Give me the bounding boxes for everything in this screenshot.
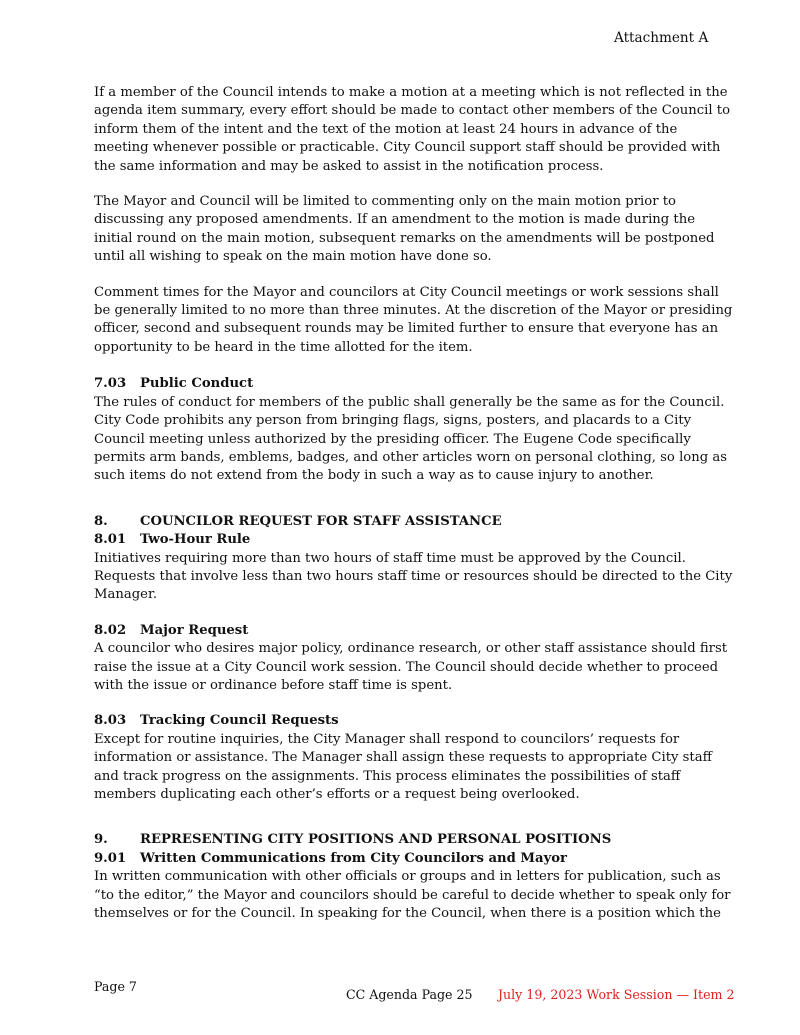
- chapter-heading: [94, 513, 734, 531]
- section-number: 8.01: [94, 532, 127, 548]
- paragraph-main-motion: The Mayor and Council will be limited to commenting only on the main motion prior to discussing any proposed amendments. If an amendment to the motion is made during the initial round on the main motion, subsequent remarks on the amendments will be postponed until all wishing to speak on the main motion have done so.: [94, 194, 715, 265]
- section-number: 8.03: [94, 713, 127, 729]
- section-heading: [94, 531, 734, 549]
- chapter-title: REPRESENTING CITY POSITIONS AND PERSONAL POSITIONS: [140, 832, 612, 848]
- footer-page-number: Page 7: [94, 979, 137, 994]
- section-heading: [94, 712, 734, 730]
- section-body: The rules of conduct for members of the public shall generally be the same as for the Council. City Code prohibits any person from bringing flags, signs, posters, and placards to a City Council meeting unless authorized by the presiding officer. The Eugene Code specifically permits arm bands, emblems, badges, and other articles worn on personal clothing, so long as such items do not extend from the body in such a way as to cause injury to another.: [94, 394, 727, 484]
- section-title: Public Conduct: [140, 376, 254, 392]
- section-heading: [94, 850, 734, 868]
- footer-session-label: July 19, 2023 Work Session — Item 2: [498, 987, 735, 1002]
- chapter-number: 9.: [94, 832, 108, 848]
- section-heading: [94, 375, 734, 393]
- chapter-number: 8.: [94, 513, 108, 529]
- section-body: Initiatives requiring more than two hours of staff time must be approved by the Council. Requests that involve less than two hours staff time or resources should be directed to the City Manager.: [94, 550, 733, 603]
- section-number: 9.01: [94, 850, 127, 866]
- section-number: 8.02: [94, 622, 127, 638]
- section-8: [94, 513, 734, 605]
- section-8-02: [94, 622, 734, 696]
- section-body: A councilor who desires major policy, ordinance research, or other staff assistance should first raise the issue at a City Council work session. The Council should decide whether to proceed with the issue or ordinance before staff time is spent.: [94, 641, 728, 693]
- section-title: Two-Hour Rule: [140, 532, 251, 548]
- section-body: Except for routine inquiries, the City Manager shall respond to councilors’ requests for information or assistance. The Manager shall assign these requests to appropriate City staff and track progress on the assignments. This process eliminates the possibilities of staff members duplicating each other’s efforts or a request being overlooked.: [94, 731, 712, 802]
- paragraph-motion-notice: If a member of the Council intends to make a motion at a meeting which is not reflected in the agenda item summary, every effort should be made to contact other members of the Council to inform them of the intent and the text of the motion at least 24 hours in advance of the meeting whenever possible or practicable. City Council support staff should be provided with the same information and may be asked to assist in the notification process.: [94, 85, 731, 174]
- section-title: Written Communications from City Councilors and Mayor: [140, 850, 567, 866]
- section-9: [94, 831, 734, 923]
- document-body: [94, 84, 734, 923]
- paragraph-comment-times: Comment times for the Mayor and councilors at City Council meetings or work sessions shall be generally limited to no more than three minutes. At the discretion of the Mayor or presiding officer, second and subsequent rounds may be limited further to ensure that everyone has an opportunity to be heard in the time allotted for the item.: [94, 284, 733, 355]
- section-heading: [94, 622, 734, 640]
- section-number: 7.03: [94, 376, 127, 392]
- footer-agenda-page: CC Agenda Page 25: [346, 987, 473, 1002]
- section-body: In written communication with other officials or groups and in letters for publication, such as “to the editor,” the Mayor and councilors should be careful to decide whether to speak only for themselves or for the Council. In speaking for the Council, when there is a position which the: [94, 869, 731, 922]
- chapter-title: COUNCILOR REQUEST FOR STAFF ASSISTANCE: [140, 513, 502, 529]
- section-title: Major Request: [140, 622, 249, 638]
- attachment-label: Attachment A: [614, 30, 709, 46]
- section-title: Tracking Council Requests: [140, 713, 339, 729]
- chapter-heading: [94, 831, 734, 849]
- section-8-03: [94, 712, 734, 804]
- section-7-03: [94, 375, 734, 485]
